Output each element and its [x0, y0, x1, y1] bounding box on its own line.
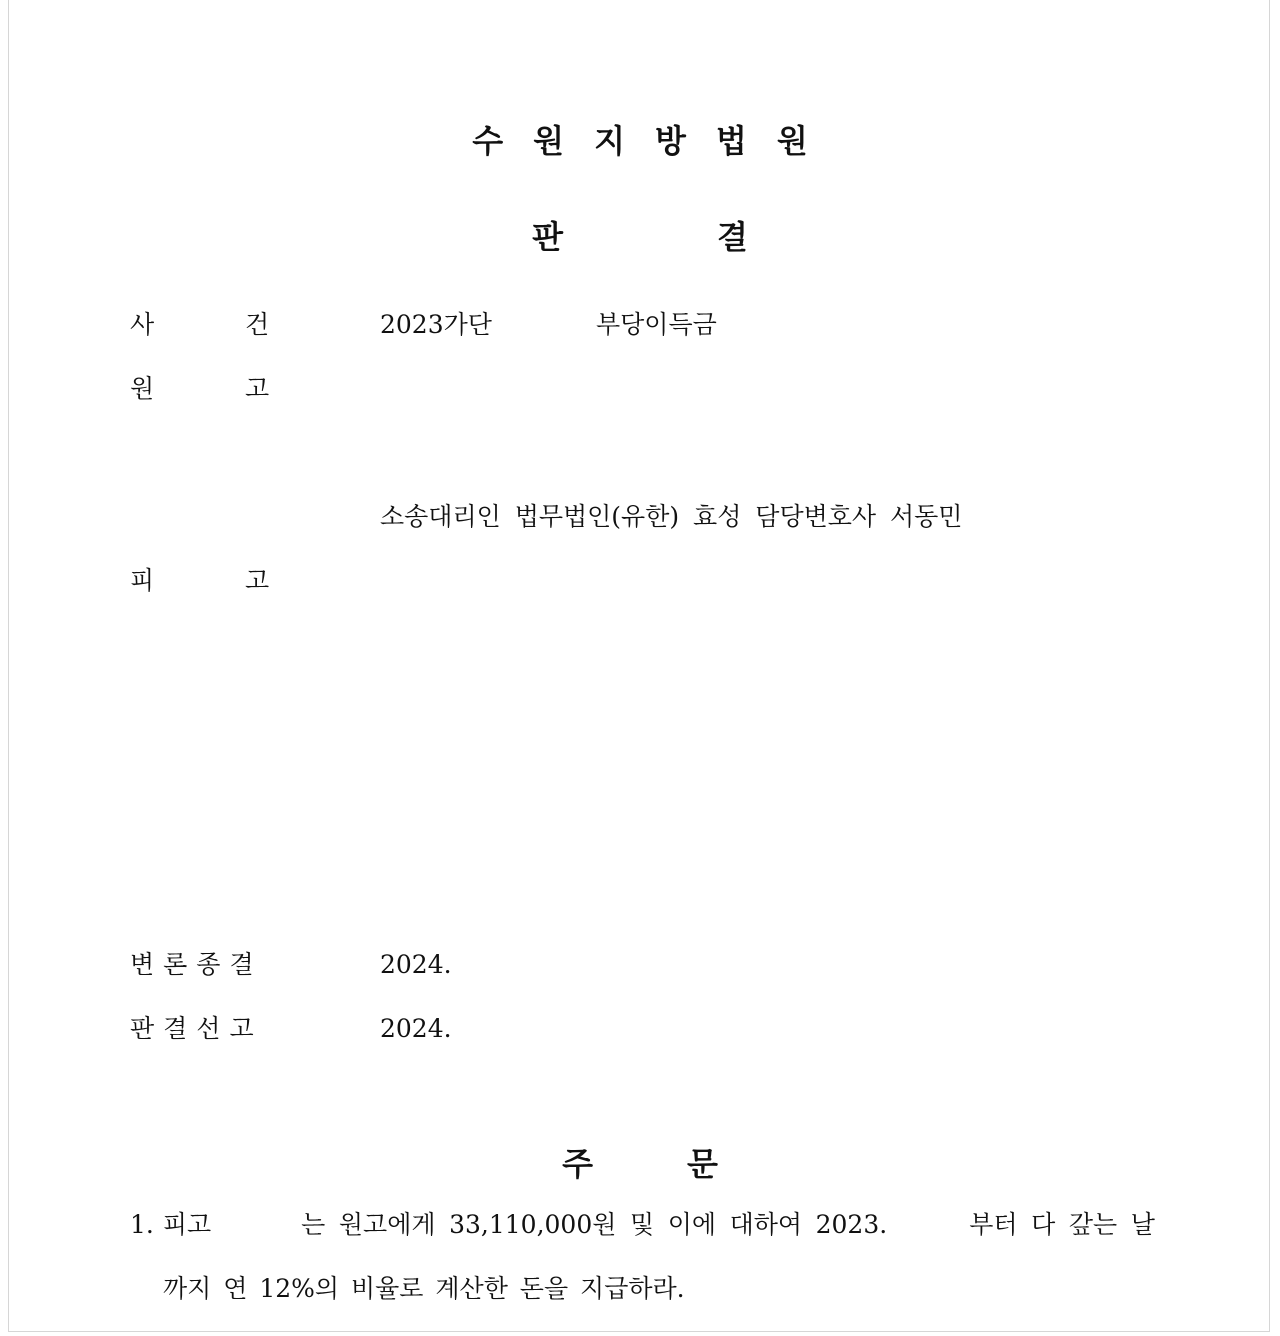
order-item-1-line-2: 까지 연 12%의 비율로 계산한 돈을 지급하라. — [163, 1274, 685, 1303]
court-name-char: 방 — [655, 122, 686, 160]
order-word: 갚는 — [1068, 1210, 1118, 1239]
defendant-label-1: 피 — [130, 566, 155, 595]
defendant-label-2: 고 — [245, 566, 270, 595]
argument-closed-date: 2024. — [380, 950, 452, 979]
order-item-1-line-1 — [130, 1210, 1155, 1240]
case-label-1: 사 — [130, 310, 155, 339]
judgment-title-char: 판 — [532, 218, 563, 256]
case-number: 2023가단 — [380, 310, 492, 339]
order-title-char: 주 — [562, 1145, 593, 1183]
judgment-date: 2024. — [380, 1014, 452, 1043]
order-word: 피고 — [162, 1210, 212, 1239]
court-name-char: 수 — [472, 122, 504, 160]
argument-closed-label: 변론종결 — [130, 950, 263, 979]
order-word: 및 — [629, 1210, 655, 1239]
judgment-title — [0, 212, 1280, 258]
order-word: 원고에게 — [338, 1210, 436, 1239]
order-word: 부터 — [969, 1210, 1018, 1239]
order-word: 이에 — [667, 1210, 717, 1239]
order-title-char: 문 — [687, 1145, 718, 1183]
order-word: 다 — [1031, 1210, 1056, 1239]
plaintiff-counsel: 소송대리인 법무법인(유한) 효성 담당변호사 서동민 — [380, 502, 963, 531]
order-title — [0, 1139, 1280, 1185]
order-word: 33,110,000원 — [449, 1210, 617, 1239]
order-word: 2023. — [815, 1210, 888, 1239]
judgment-title-char: 결 — [717, 218, 748, 256]
plaintiff-label-2: 고 — [245, 374, 270, 403]
court-name — [0, 116, 1280, 162]
document-page — [8, 0, 1270, 1332]
court-name-char: 원 — [776, 122, 808, 160]
court-name-char: 지 — [594, 122, 625, 160]
order-word: 날 — [1130, 1210, 1155, 1239]
judgment-date-label: 판결선고 — [130, 1014, 263, 1043]
order-word: 대하여 — [729, 1210, 803, 1239]
order-word: 1. — [130, 1210, 154, 1239]
case-name: 부당이득금 — [596, 310, 717, 339]
plaintiff-label-1: 원 — [130, 374, 155, 403]
case-label-2: 건 — [245, 310, 270, 339]
court-name-char: 법 — [715, 122, 747, 160]
court-name-char: 원 — [533, 122, 565, 160]
order-word: 는 — [301, 1210, 326, 1239]
